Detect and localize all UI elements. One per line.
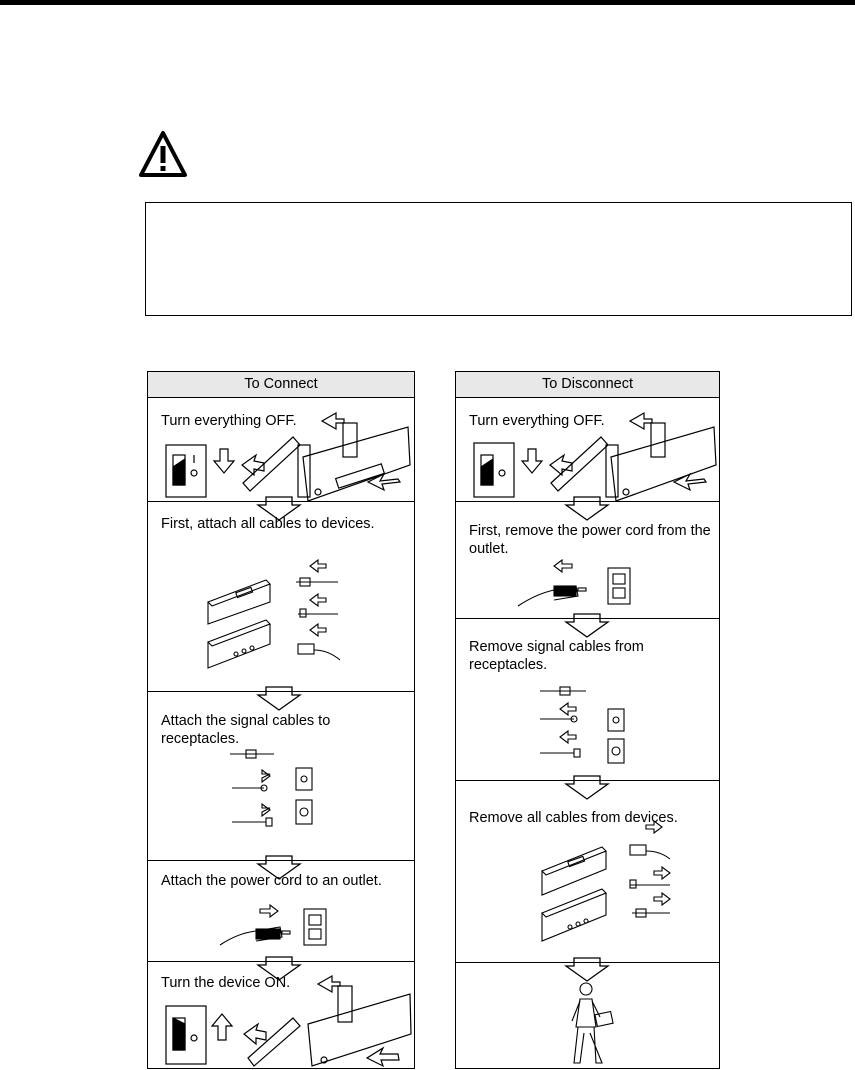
disconnect-step-2-text: First, remove the power cord from the outlet. [469, 523, 711, 557]
power-cord-illustration [148, 861, 414, 962]
connect-step-1-text: Turn everything OFF. [161, 413, 297, 429]
disconnect-step-1 [456, 397, 719, 501]
remove-device-cables-illustration [456, 781, 719, 963]
to-disconnect-panel [455, 371, 720, 1069]
remove-power-cord-illustration [456, 502, 719, 619]
connect-step-3 [148, 691, 414, 861]
disconnect-step-3 [456, 618, 719, 781]
connect-step-1 [148, 397, 414, 501]
connect-step-3-text: Attach the signal cables to receptacles. [161, 713, 331, 747]
signal-cables-illustration [148, 692, 414, 861]
connect-step-4 [148, 860, 414, 962]
switches-off-illustration [148, 397, 414, 501]
to-disconnect-header: To Disconnect [456, 372, 719, 398]
danger-notice-box [145, 202, 852, 316]
disconnect-step-1-text: Turn everything OFF. [469, 413, 605, 429]
remove-signal-cables-illustration [456, 619, 719, 781]
connect-step-4-text: Attach the power cord to an outlet. [161, 873, 382, 889]
connect-step-5 [148, 961, 414, 1069]
connect-step-5-text: Turn the device ON. [161, 975, 291, 991]
disconnect-step-5 [456, 962, 719, 1069]
person-walking-away-illustration [456, 963, 719, 1069]
cables-to-devices-illustration [148, 502, 414, 692]
disconnect-step-2 [456, 501, 719, 619]
disconnect-step-4-text: Remove all cables from devices. [469, 810, 678, 826]
connect-step-2-text: First, attach all cables to devices. [161, 516, 375, 532]
to-connect-panel [147, 371, 415, 1069]
switches-off-illustration [456, 397, 719, 501]
switches-on-illustration [148, 962, 414, 1069]
warning-triangle-icon [138, 130, 188, 178]
disconnect-step-4 [456, 780, 719, 963]
disconnect-step-3-text: Remove signal cables from receptacles. [469, 639, 644, 673]
connect-step-2 [148, 501, 414, 692]
top-rule [0, 0, 855, 5]
to-connect-header: To Connect [148, 372, 414, 398]
